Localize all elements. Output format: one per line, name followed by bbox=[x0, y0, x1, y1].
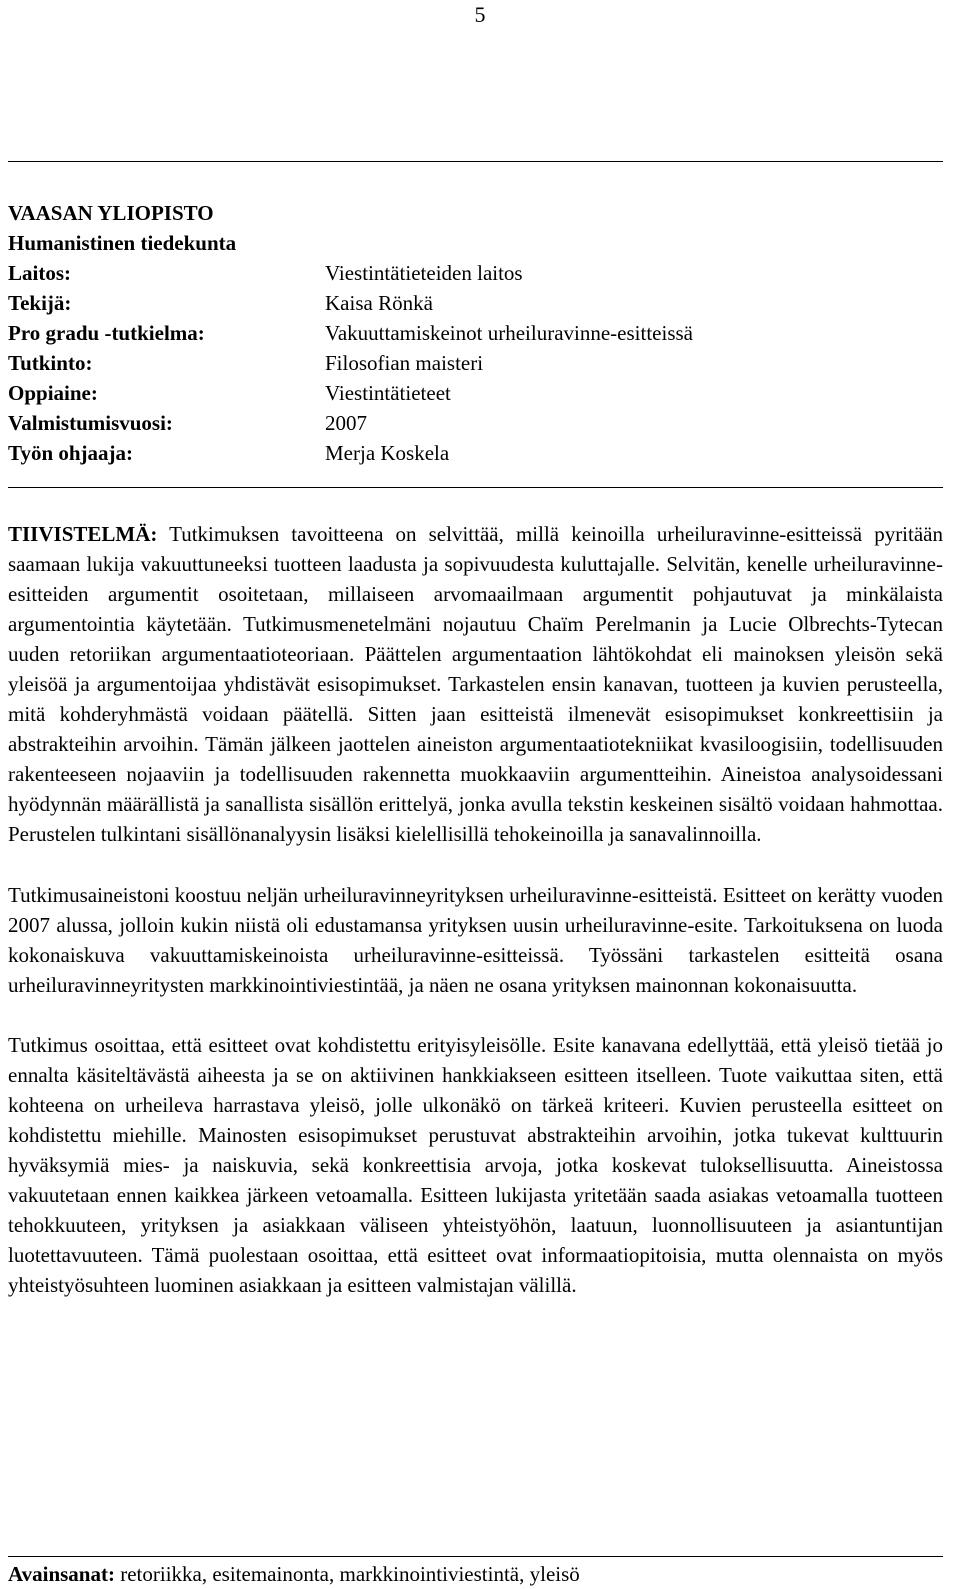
abstract-heading: TIIVISTELMÄ: bbox=[8, 522, 158, 546]
field-label: Tekijä: bbox=[8, 291, 72, 315]
abstract-paragraph-2: Tutkimusaineistoni koostuu neljän urheiluravinneyrityksen urheiluravinne-esitteistä. Esitteet on kerätty vuoden 2007 alussa, jolloin kukin niistä oli edustamansa yrityksen uusin urheiluravinne-esite. Tarkoituksena on luoda kokonaiskuva vakuuttamiskeinoista urheiluravinne-esitteissä. Työssäni tarkastelen esitteitä osana urheiluravinneyritysten markkinointiviestintää, ja näen ne osana yrityksen mainonnan kokonaisuutta. bbox=[8, 883, 943, 998]
field-value: 2007 bbox=[325, 411, 367, 435]
field-label: Oppiaine: bbox=[8, 381, 98, 405]
field-row-laitos bbox=[8, 258, 943, 288]
abstract-section bbox=[8, 519, 943, 850]
keywords-line bbox=[8, 1560, 580, 1588]
field-value: Vakuuttamiskeinot urheiluravinne-esitteissä bbox=[325, 321, 693, 345]
field-label: Valmistumisvuosi: bbox=[8, 411, 173, 435]
abstract-paragraph-1-text: Tutkimuksen tavoitteena on selvittää, millä keinoilla urheiluravinne-esitteissä pyritään saamaan lukija vakuuttuneeksi tuotteen laadusta ja sopivuudesta kuluttajalle. Selvitän, kenelle urheiluravinne-esitteiden argumentit osoitetaan, millaiseen arvomaailmaan argumentit pohjautuvat ja minkälaista argumentointia käytetään. Tutkimusmenetelmäni nojautuu Chaïm Perelmanin ja Lucie Olbrechts-Tytecan uuden retoriikan argumentaatioteoriaan. Päättelen argumentaation lähtökohdat eli mainoksen yleisön sekä yleisöä ja argumentoijaa yhdistävät esisopimukset. Tarkastelen ensin kanavan, tuotteen ja kuvien perusteella, mitä kohderyhmästä voidaan päätellä. Sitten jaan esitteistä ilmenevät esisopimukset konkreettisiin ja abstrakteihin arvoihin. Tämän jälkeen jaottelen aineiston argumentaatiotekniikat kvasiloogisiin, todellisuuden rakenteeseen nojaaviin ja todellisuuden rakennetta muokkaaviin argumentteihin. Aineistoa analysoidessani hyödynnän määrällistä ja sanallista sisällön erittelyä, jonka avulla tekstin keskeinen sisältö voidaan hahmottaa. Perustelen tulkintani sisällönanalyysin lisäksi kielellisillä tehokeinoilla ja sanavalinnoilla. bbox=[8, 522, 943, 847]
keywords-label: Avainsanat: bbox=[8, 1562, 115, 1586]
field-value: Viestintätieteiden laitos bbox=[325, 261, 523, 285]
top-rule bbox=[8, 161, 943, 162]
abstract-paragraph-1 bbox=[8, 519, 943, 850]
field-label: Pro gradu -tutkielma: bbox=[8, 321, 205, 345]
field-label: Tutkinto: bbox=[8, 351, 93, 375]
abstract-paragraph-3-block bbox=[8, 1030, 943, 1300]
abstract-paragraph-3: Tutkimus osoittaa, että esitteet ovat kohdistettu erityisyleisölle. Esite kanavana edellyttää, että yleisö tietää jo ennalta käsiteltävästä aiheesta ja se on aktiivinen hankkiakseen esitteen itselleen. Tuote vaikuttaa siten, että kohteena on urheileva harrastava yleisö, jolle ulkonäkö on tärkeä kriteeri. Kuvien perusteella esitteet on kohdistettu miehille. Mainosten esisopimukset perustuvat abstrakteihin arvoihin, jotka tukevat kulttuurin hyväksymiä mies- ja naiskuvia, sekä konkreettisia arvoja, jotka koskevat tuloksellisuutta. Aineistossa vakuutetaan ennen kaikkea järkeen vetoamalla. Esitteen lukijasta yritetään saada asiakas vetoamalla tuotteen tehokkuuteen, yrityksen ja asiakkaan väliseen yhteistyöhön, laatuun, luonnollisuuteen ja asiantuntijan luotettavuuteen. Tämä puolestaan osoittaa, että esitteet ovat informaatiopitoisia, mutta olennaista on myös yhteistyösuhteen luominen asiakkaan ja esitteen valmistajan välillä. bbox=[8, 1033, 943, 1298]
footer-rule bbox=[8, 1556, 943, 1557]
page-number: 5 bbox=[474, 2, 486, 27]
document-header bbox=[8, 198, 943, 468]
field-row-tekija bbox=[8, 288, 943, 318]
field-row-pro-gradu bbox=[8, 318, 943, 348]
field-label: Työn ohjaaja: bbox=[8, 441, 134, 465]
abstract-paragraph-2-block bbox=[8, 880, 943, 1000]
field-row-tutkinto bbox=[8, 348, 943, 378]
field-value: Filosofian maisteri bbox=[325, 351, 484, 375]
field-row-oppiaine bbox=[8, 378, 943, 408]
field-row-ohjaaja bbox=[8, 438, 943, 468]
faculty-name: Humanistinen tiedekunta bbox=[8, 231, 237, 255]
field-value: Viestintätieteet bbox=[325, 381, 451, 405]
header-rule bbox=[8, 487, 943, 488]
field-value: Merja Koskela bbox=[325, 441, 450, 465]
field-label: Laitos: bbox=[8, 261, 71, 285]
university-name: VAASAN YLIOPISTO bbox=[8, 201, 214, 225]
field-row-valmistumisvuosi bbox=[8, 408, 943, 438]
field-value: Kaisa Rönkä bbox=[325, 291, 433, 315]
keywords-value: retoriikka, esitemainonta, markkinointiviestintä, yleisö bbox=[114, 1562, 580, 1586]
